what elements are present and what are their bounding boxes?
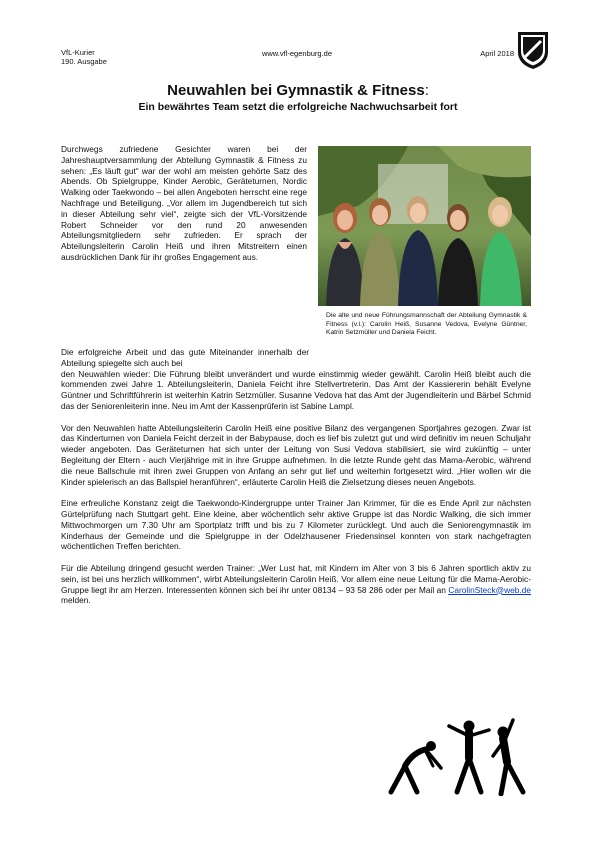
paragraph-trainers-text: Für die Abteilung dringend gesucht werden Trainer: „Wer Lust hat, mit Kindern im Alter von 3 bis 6 Jahren sportlich aktiv zu sein, ist bei uns herzlich willkommen“, wirbt Abteilungsleiterin Carolin Heiß. Vor allem eine neue Leitung für die Mama-Aerobic-Gruppe liegt ihr am Herzen. Interessenten können sich bei ihr unter 08134 – 93 58 286 oder per Mail an (61, 562, 531, 595)
publication-name: VfL-Kurier (61, 48, 95, 57)
article-body (61, 347, 531, 617)
team-photo (318, 146, 531, 306)
contact-email-link[interactable]: CarolinSteck@web.de (448, 584, 531, 595)
paragraph-trainers (61, 563, 531, 606)
club-logo (515, 30, 551, 70)
article-title (60, 82, 536, 100)
gymnasts-silhouette-icon (383, 716, 533, 796)
photo-caption: Die alte und neue Führungsmannschaft der Abteilung Gymnastik & Fitness (v.l.): Carolin Heiß, Susanne Vedova, Evelyne Güntner, Katrin Setzmüller und Daniela Feicht. (326, 312, 527, 336)
issue-date: April 2018 (480, 49, 514, 58)
paragraph-elections-intro: Die erfolgreiche Arbeit und das gute Miteinander innerhalb der Abteilung spiegelte sich auch bei (61, 347, 309, 368)
intro-paragraph: Durchwegs zufriedene Gesichter waren bei der Jahreshauptversammlung der Abteilung Gymnastik & Fitness zu sehen: „Es läuft gut“ war der wohl am meisten gehörte Satz des Abends. Ob Spielgruppe, Kinder Aerobic, Geräteturnen, Nordic Walking oder Taekwondo – bei allen Angeboten herrscht eine rege Nachfrage und Beteiligung. „Vor allem im Jugendbereich tut sich in dieser Abteilung sehr viel“, zeigte sich der VfL-Vorsitzende Robert Schneider vor den rund 20 anwesenden Abteilungsmitgliedern sehr zufrieden. Er sprach der Abteilungsleiterin Carolin Heiß und ihren Mitstreitern einen ausdrücklichen Dank für ihr großes Engagement aus. (61, 144, 307, 262)
paragraph-review: Vor den Neuwahlen hatte Abteilungsleiterin Carolin Heiß eine positive Bilanz des vergangenen Sportjahres gezogen. Zwar ist das Kinderturnen von Daniela Feicht derzeit in der Babypause, doch es lief bis zuletzt gut und wird definitiv im neuen Schuljahr wieder angeboten. Das Geräteturnen hat sich unter der Leitung von Susi Vedova stabilisiert, sie wird zukünftig – unter Begleitung der Eltern - auch Vierjährige mit in ihre Gruppe aufnehmen. In die letzte Runde geht das Mama-Aerobic, während die neue Ballschule mit ihren zwei Gruppen von Anfang an sehr gut lief und weiterhin fortgesetzt wird. „Hier wollen wir die Kinder spielerisch an das Ballspiel heranführen“, erläuterte Carolin Heiß die Zielsetzung dieses neuen Angebots. (61, 422, 531, 487)
article-title-colon: : (424, 82, 429, 99)
article-subtitle: Ein bewährtes Team setzt die erfolgreiche Nachwuchsarbeit fort (138, 101, 458, 113)
paragraph-trainers-end: melden. (61, 595, 91, 606)
paragraph-groups: Eine erfreuliche Konstanz zeigt die Taekwondo-Kindergruppe unter Trainer Jan Krimmer, für die es Ende April zur nächsten Gürtelprüfung nach Stuttgart geht. Eine kleine, aber wöchentlich sehr aktive Gruppe ist das Nordic Walking, die sich immer Mittwochmorgen um 7.30 Uhr am Sportplatz trifft und bis zu 7 Kilometer zurücklegt. Und auch die Seniorengymnastik im Kinderhaus der Gemeinde und die Spielgruppe in der Odelzhausener Friedensinsel konnten von stark nachgefragten wöchentlichen Treffen berichten. (61, 498, 531, 552)
website-url[interactable]: www.vfl-egenburg.de (261, 49, 333, 58)
paragraph-elections-rest: den Neuwahlen wieder: Die Führung bleibt unverändert und wurde einstimmig wieder gewählt. Carolin Heiß bleibt auch die kommenden zwei Jahre 1. Abteilungsleiterin, Daniela Feicht ihre Stellvertreterin. Das Amt der Kassiererin behält Evelyne Güntner und Schriftführerin ist weiterhin Katrin Setzmüller. Susanne Vedova hat das Amt der Jugendleiterin und Bärbel Schmid das der Seniorenleiterin inne. Neu im Amt der Kassenprüferin ist Sabine Lampl. (61, 368, 531, 411)
issue-number: 190. Ausgabe (61, 57, 107, 66)
article-title-text: Neuwahlen bei Gymnastik & Fitness (167, 82, 425, 99)
paragraph-elections (61, 347, 531, 412)
